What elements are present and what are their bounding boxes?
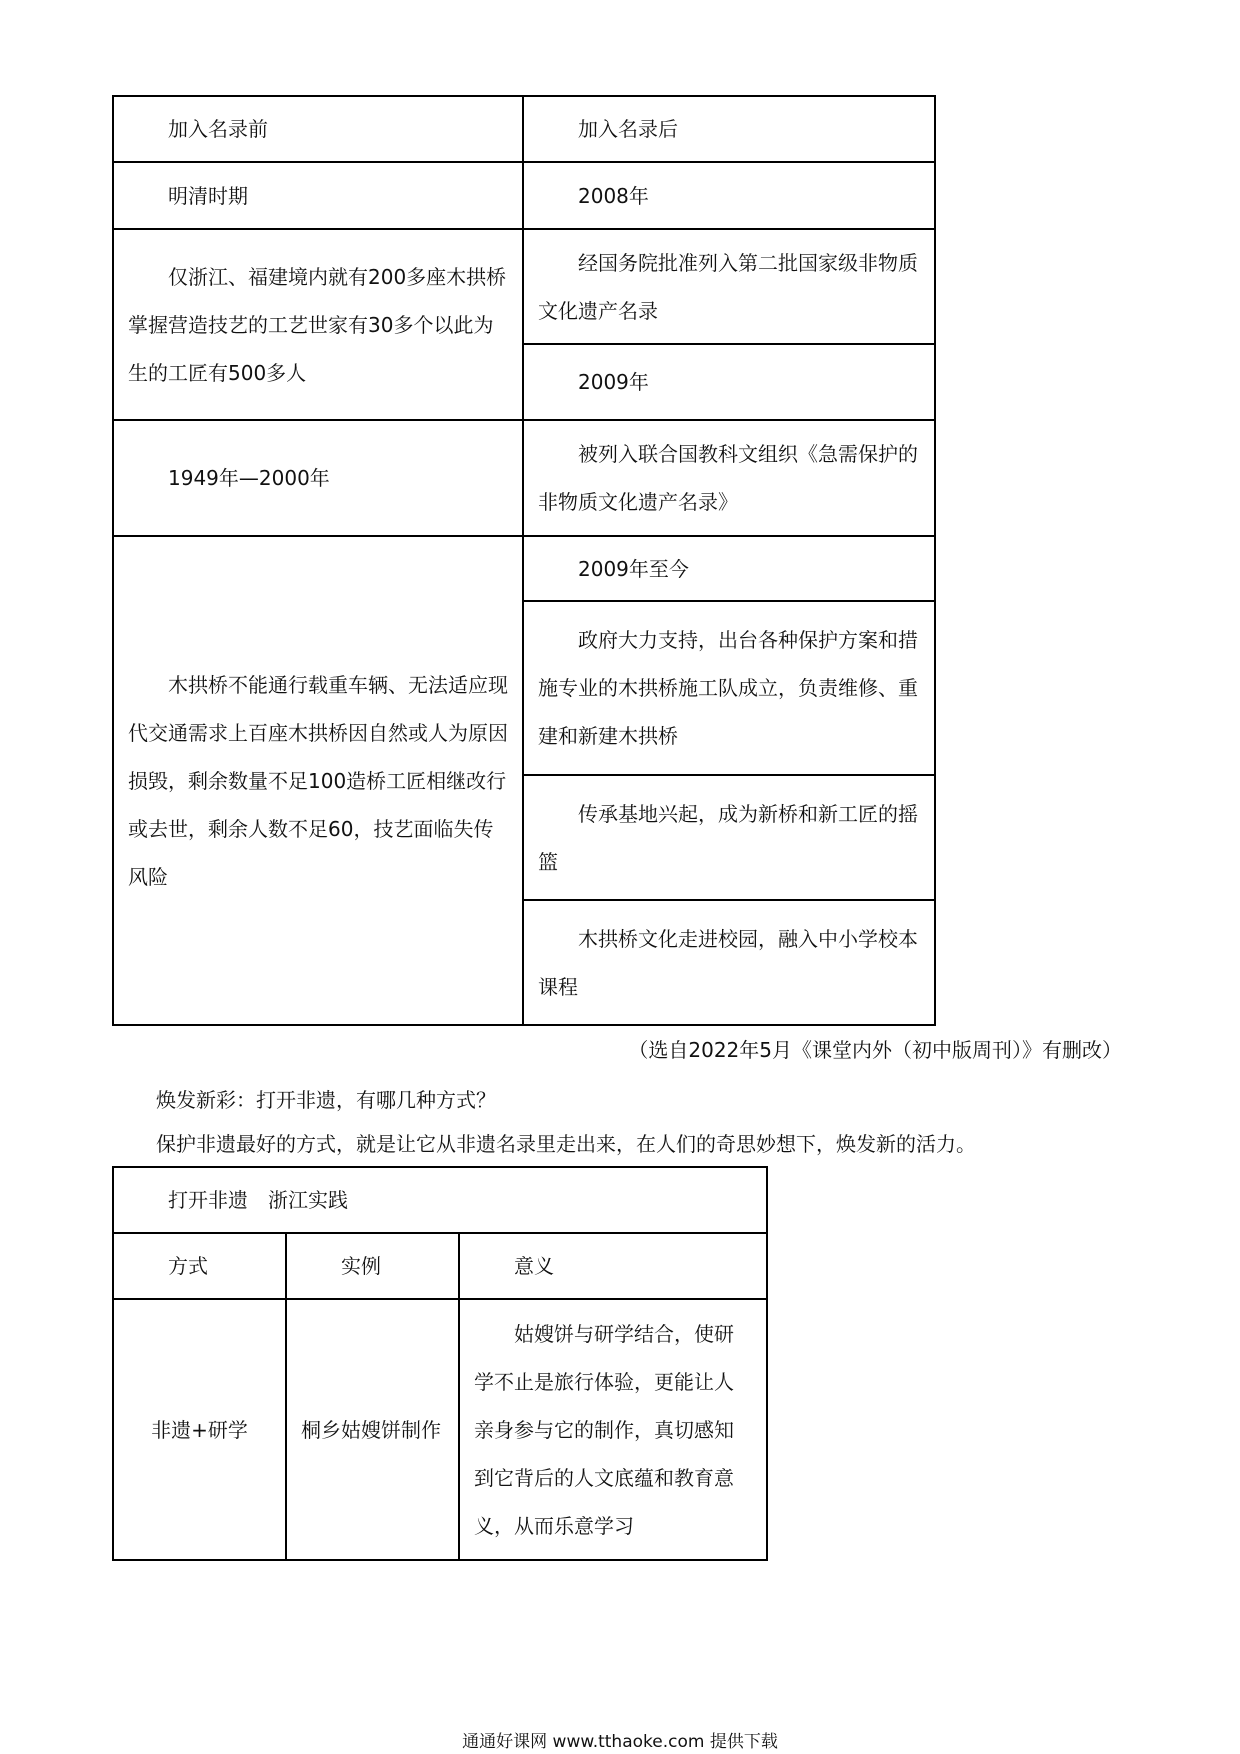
right-cell-school-curriculum: 木拱桥文化走进校园，融入中小学校本课程 [538,926,918,999]
header-after-listing: 加入名录后 [578,117,678,141]
table-title: 打开非遗 浙江实践 [168,1188,348,1212]
cell-method: 非遗+研学 [151,1417,248,1442]
header-method: 方式 [168,1254,208,1278]
right-cell-2009: 2009年 [578,370,649,394]
cell-meaning: 姑嫂饼与研学结合，使研学不止是旅行体验，更能让人亲身参与它的制作，真切感知到它背后的人文底蕴和教育意义，从而乐意学习 [474,1321,734,1538]
page-footer: 通通好课网 www.tthaoke.com 提供下载 [462,1732,778,1752]
right-cell-inheritance-base: 传承基地兴起，成为新桥和新工匠的摇篮 [538,801,918,874]
right-cell-national-list: 经国务院批准列入第二批国家级非物质文化遗产名录 [538,250,918,323]
left-cell-period: 明清时期 [168,183,248,208]
header-example: 实例 [341,1254,381,1278]
right-cell-unesco-list: 被列入联合国教科文组织《急需保护的非物质文化遗产名录》 [538,442,918,514]
header-before-listing: 加入名录前 [168,117,268,141]
table-border [112,1024,936,1026]
right-cell-2009-now: 2009年至今 [578,556,689,581]
source-note: （选自2022年5月《课堂内外（初中版周刊）》有删改） [628,1038,1122,1062]
right-cell-government-support: 政府大力支持，出台各种保护方案和措施专业的木拱桥施工队成立，负责维修、重建和新建木拱桥 [538,628,918,748]
left-cell-decline: 木拱桥不能通行载重车辆、无法适应现代交通需求上百座木拱桥因自然或人为原因损毁，剩余数量不足100造桥工匠相继改行或去世，剩余人数不足60，技艺面临失传风险 [128,672,508,889]
table-border [112,1559,768,1561]
left-cell-period-1949: 1949年—2000年 [168,466,330,490]
table-border [934,95,936,1026]
header-meaning: 意义 [514,1254,554,1278]
cell-example: 桐乡姑嫂饼制作 [301,1417,441,1442]
left-cell-bridge-count: 仅浙江、福建境内就有200多座木拱桥掌握营造技艺的工艺世家有30多个以此为生的工匠有500多人 [128,264,507,385]
body-paragraph: 保护非遗最好的方式，就是让它从非遗名录里走出来，在人们的奇思妙想下，焕发新的活力。 [156,1132,976,1156]
table-border [766,1166,768,1561]
right-cell-2008: 2008年 [578,183,649,208]
section-heading: 焕发新彩：打开非遗，有哪几种方式？ [156,1088,496,1112]
